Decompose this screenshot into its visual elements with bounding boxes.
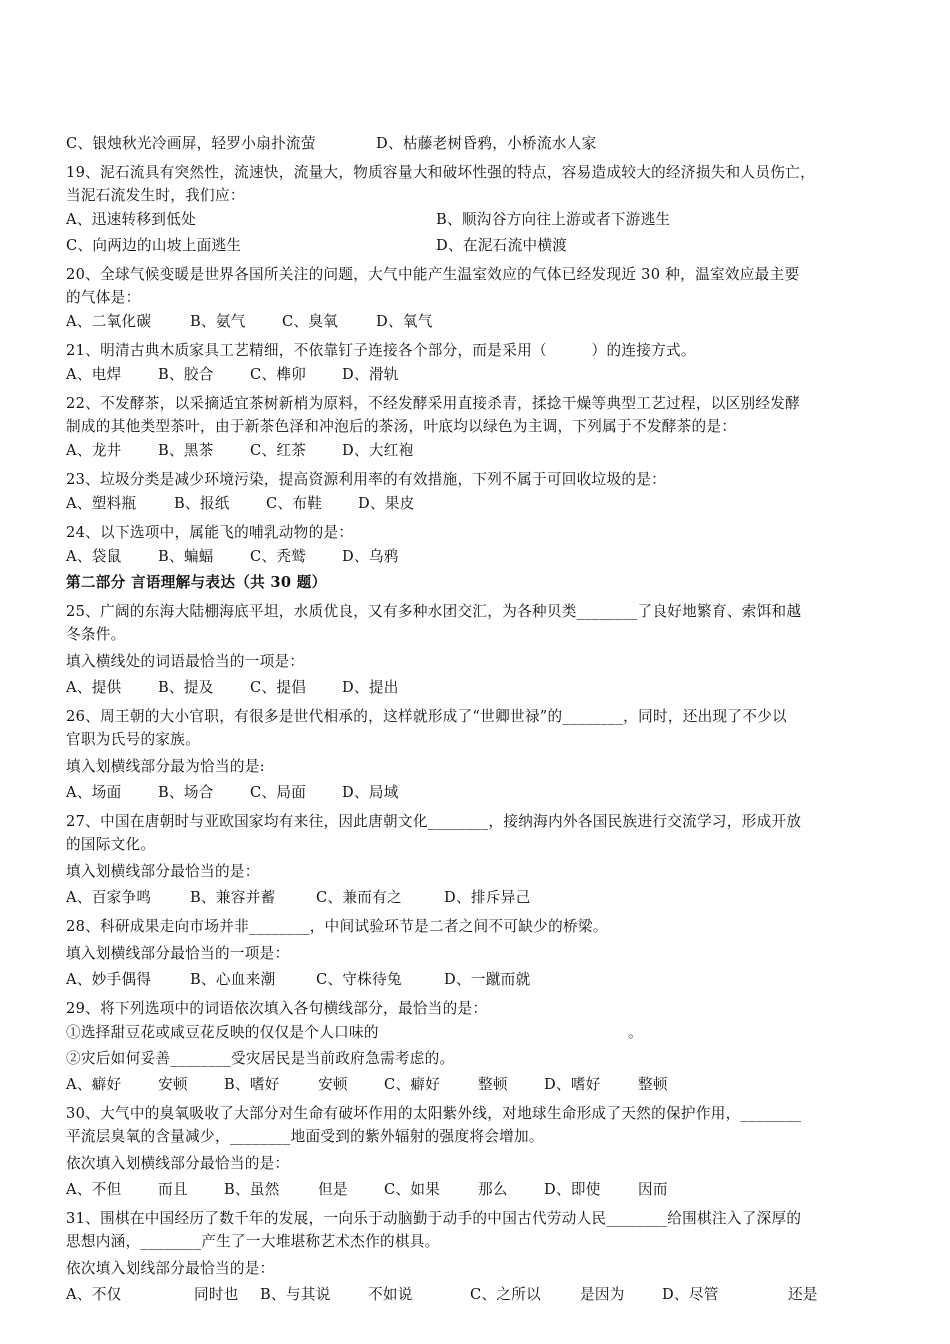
q29-option-c: C、癖好 xyxy=(384,1076,441,1093)
q20-options xyxy=(66,309,886,335)
q30-line2: 平流层臭氧的含量减少，________地面受到的紫外辐射的强度将会增加。 xyxy=(66,1128,544,1145)
q30-option-c: C、如果 xyxy=(384,1181,441,1198)
q27-line1: 27、中国在唐朝时与亚欧国家均有来往，因此唐朝文化________，接纳海内外各国民族进行交流学习，形成开放 xyxy=(66,813,802,830)
q23-line1: 23、垃圾分类是减少环境污染，提高资源利用率的有效措施，下列不属于可回收垃圾的是： xyxy=(66,471,667,488)
q21-option-b: B、胶合 xyxy=(158,366,214,383)
q25-option-b: B、提及 xyxy=(158,679,214,696)
q26-option-c: C、局面 xyxy=(250,784,307,801)
q28-stem xyxy=(66,915,886,938)
q27-stem xyxy=(66,810,886,856)
q18-option-c: C、银烛秋光冷画屏，轻罗小扇扑流萤 xyxy=(66,135,316,152)
q25-stem xyxy=(66,600,886,646)
q25-line2: 冬条件。 xyxy=(66,626,126,643)
q30-options xyxy=(66,1177,886,1203)
q21-line1: 21、明清古典木质家具工艺精细，不依靠钉子连接各个部分，而是采用（ ）的连接方式。 xyxy=(66,342,696,359)
q21-stem xyxy=(66,339,886,362)
q20-stem xyxy=(66,263,886,309)
q31-option-b-second: 不如说 xyxy=(368,1286,413,1303)
q29-option-d: D、嗜好 xyxy=(544,1076,601,1093)
q22-option-a: A、龙井 xyxy=(66,442,122,459)
q30-line1: 30、大气中的臭氧吸收了大部分对生命有破坏作用的太阳紫外线，对地球生命形成了天然的保护作用，________ xyxy=(66,1105,802,1122)
q19-line1: 19、泥石流具有突然性，流速快，流量大，物质容量大和破坏性强的特点，容易造成较大的经济损失和人员伤亡， xyxy=(66,164,815,181)
q27-line2: 的国际文化。 xyxy=(66,836,156,853)
q31-line2: 思想内涵，________产生了一大堆堪称艺术杰作的棋具。 xyxy=(66,1233,440,1250)
q28-instruction: 填入划横线部分最恰当的一项是： xyxy=(66,945,290,962)
q29-sentence1 xyxy=(66,1020,886,1046)
q19-option-c: C、向两边的山坡上面逃生 xyxy=(66,237,242,254)
q19-stem xyxy=(66,161,886,207)
q26-stem xyxy=(66,705,886,751)
q26-option-d: D、局域 xyxy=(342,784,399,801)
q30-option-d-second: 因而 xyxy=(638,1181,668,1198)
q30-option-b: B、虽然 xyxy=(224,1181,280,1198)
q20-line2: 的气体是： xyxy=(66,289,141,306)
q29-option-b: B、嗜好 xyxy=(224,1076,280,1093)
q30-option-a: A、不但 xyxy=(66,1181,122,1198)
q27-option-a: A、百家争鸣 xyxy=(66,889,152,906)
q28-option-d: D、一蹴而就 xyxy=(444,971,531,988)
q26-option-b: B、场合 xyxy=(158,784,214,801)
q31-option-c-second: 是因为 xyxy=(580,1286,625,1303)
document-page xyxy=(66,131,886,1308)
q22-options xyxy=(66,438,886,464)
q28-option-c: C、守株待兔 xyxy=(316,971,402,988)
q22-line2: 制成的其他类型茶叶，由于新茶色泽和冲泡后的茶汤，叶底均以绿色为主调，下列属于不发酵茶的是： xyxy=(66,418,737,435)
q28-line1: 28、科研成果走向市场并非________，中间试验环节是二者之间不可缺少的桥梁。 xyxy=(66,918,608,935)
q19-line2: 当泥石流发生时，我们应： xyxy=(66,187,245,204)
q31-option-b: B、与其说 xyxy=(260,1286,331,1303)
q27-instruction: 填入划横线部分最恰当的是： xyxy=(66,863,260,880)
q22-option-d: D、大红袍 xyxy=(342,442,414,459)
q27-options xyxy=(66,885,886,911)
q25-line1: 25、广阔的东海大陆棚海底平坦，水质优良，又有多种水团交汇，为各种贝类________了良好地繁育、索饵和越 xyxy=(66,603,802,620)
q29-option-c-second: 整顿 xyxy=(478,1076,508,1093)
q21-options xyxy=(66,362,886,388)
q27-option-d: D、排斥异己 xyxy=(444,889,531,906)
q28-option-a: A、妙手偶得 xyxy=(66,971,152,988)
q31-option-a: A、不仅 xyxy=(66,1286,122,1303)
q23-option-b: B、报纸 xyxy=(174,495,230,512)
q26-line1: 26、周王朝的大小官职，有很多是世代相承的，这样就形成了“世卿世禄”的________，同时，还出现了不少以 xyxy=(66,708,788,725)
q21-option-c: C、榫卯 xyxy=(250,366,307,383)
q24-option-a: A、袋鼠 xyxy=(66,548,122,565)
q27-option-c: C、兼而有之 xyxy=(316,889,402,906)
q19-options-row1 xyxy=(66,207,886,233)
q29-option-a-second: 安顿 xyxy=(158,1076,188,1093)
q24-stem xyxy=(66,521,886,544)
q29-option-d-second: 整顿 xyxy=(638,1076,668,1093)
q22-line1: 22、不发酵茶，以采摘适宜茶树新梢为原料，不经发酵采用直接杀青，揉捻干燥等典型工艺过程，以区别经发酵 xyxy=(66,395,801,412)
q31-option-d-second: 还是 xyxy=(788,1286,818,1303)
q29-sentence2 xyxy=(66,1046,886,1072)
q19-option-a: A、迅速转移到低处 xyxy=(66,211,196,228)
q19-options-row2 xyxy=(66,233,886,259)
q22-option-c: C、红茶 xyxy=(250,442,307,459)
q24-option-b: B、蝙蝠 xyxy=(158,548,214,565)
q22-stem xyxy=(66,392,886,438)
q23-option-d: D、果皮 xyxy=(358,495,415,512)
q20-option-c: C、臭氧 xyxy=(282,313,339,330)
q21-option-a: A、电焊 xyxy=(66,366,122,383)
q31-option-c: C、之所以 xyxy=(470,1286,542,1303)
q31-instruction: 依次填入划线部分最恰当的是： xyxy=(66,1260,275,1277)
q28-options xyxy=(66,967,886,993)
q25-options xyxy=(66,675,886,701)
q27-option-b: B、兼容并蓄 xyxy=(190,889,276,906)
q24-options xyxy=(66,544,886,570)
q29-sentence1-text: ①选择甜豆花或咸豆花反映的仅仅是个人口味的 xyxy=(66,1024,379,1041)
q23-option-a: A、塑料瓶 xyxy=(66,495,137,512)
q24-line1: 24、以下选项中，属能飞的哺乳动物的是： xyxy=(66,524,354,541)
q30-option-a-second: 而且 xyxy=(158,1181,188,1198)
q29-stem xyxy=(66,997,886,1020)
q26-instruction: 填入划横线部分最为恰当的是: xyxy=(66,758,265,775)
q18-options xyxy=(66,131,886,157)
q20-option-b: B、氨气 xyxy=(190,313,246,330)
q30-option-d: D、即使 xyxy=(544,1181,601,1198)
q26-line2: 官职为氏号的家族。 xyxy=(66,731,201,748)
q29-sentence1-end: 。 xyxy=(628,1024,643,1041)
q23-options xyxy=(66,491,886,517)
q24-option-d: D、乌鸦 xyxy=(342,548,399,565)
q30-instruction: 依次填入划横线部分最恰当的是： xyxy=(66,1155,290,1172)
q30-option-b-second: 但是 xyxy=(318,1181,348,1198)
q25-option-d: D、提出 xyxy=(342,679,399,696)
q29-sentence2-text: ②灾后如何妥善________受灾居民是当前政府急需考虑的。 xyxy=(66,1050,455,1067)
q23-stem xyxy=(66,468,886,491)
q29-option-a: A、癖好 xyxy=(66,1076,122,1093)
q31-line1: 31、围棋在中国经历了数千年的发展，一向乐于动脑勤于动手的中国古代劳动人民________给围棋注入了深厚的 xyxy=(66,1210,802,1227)
q20-option-a: A、二氧化碳 xyxy=(66,313,152,330)
q19-option-d: D、在泥石流中横渡 xyxy=(436,237,568,254)
q18-option-d: D、枯藤老树昏鸦，小桥流水人家 xyxy=(376,135,597,152)
q28-option-b: B、心血来潮 xyxy=(190,971,276,988)
q29-line1: 29、将下列选项中的词语依次填入各句横线部分，最恰当的是： xyxy=(66,1000,488,1017)
q25-option-c: C、提倡 xyxy=(250,679,307,696)
q19-option-b: B、顺沟谷方向往上游或者下游逃生 xyxy=(436,211,671,228)
q26-options xyxy=(66,780,886,806)
q29-options xyxy=(66,1072,886,1098)
q29-option-b-second: 安顿 xyxy=(318,1076,348,1093)
q25-instruction: 填入横线处的词语最恰当的一项是： xyxy=(66,653,305,670)
q20-option-d: D、氧气 xyxy=(376,313,433,330)
q21-option-d: D、滑轨 xyxy=(342,366,399,383)
q22-option-b: B、黑茶 xyxy=(158,442,214,459)
q23-option-c: C、布鞋 xyxy=(266,495,323,512)
section-heading: 第二部分 言语理解与表达（共 30 题） xyxy=(66,574,327,591)
q31-option-a-second: 同时也 xyxy=(194,1286,239,1303)
q26-option-a: A、场面 xyxy=(66,784,122,801)
q31-stem xyxy=(66,1207,886,1253)
q30-option-c-second: 那么 xyxy=(478,1181,508,1198)
q25-option-a: A、提供 xyxy=(66,679,122,696)
q24-option-c: C、秃鹫 xyxy=(250,548,307,565)
q31-options xyxy=(66,1282,886,1308)
q31-option-d: D、尽管 xyxy=(662,1286,719,1303)
q30-stem xyxy=(66,1102,886,1148)
q20-line1: 20、全球气候变暖是世界各国所关注的问题，大气中能产生温室效应的气体已经发现近 30 种，温室效应最主要 xyxy=(66,266,800,283)
